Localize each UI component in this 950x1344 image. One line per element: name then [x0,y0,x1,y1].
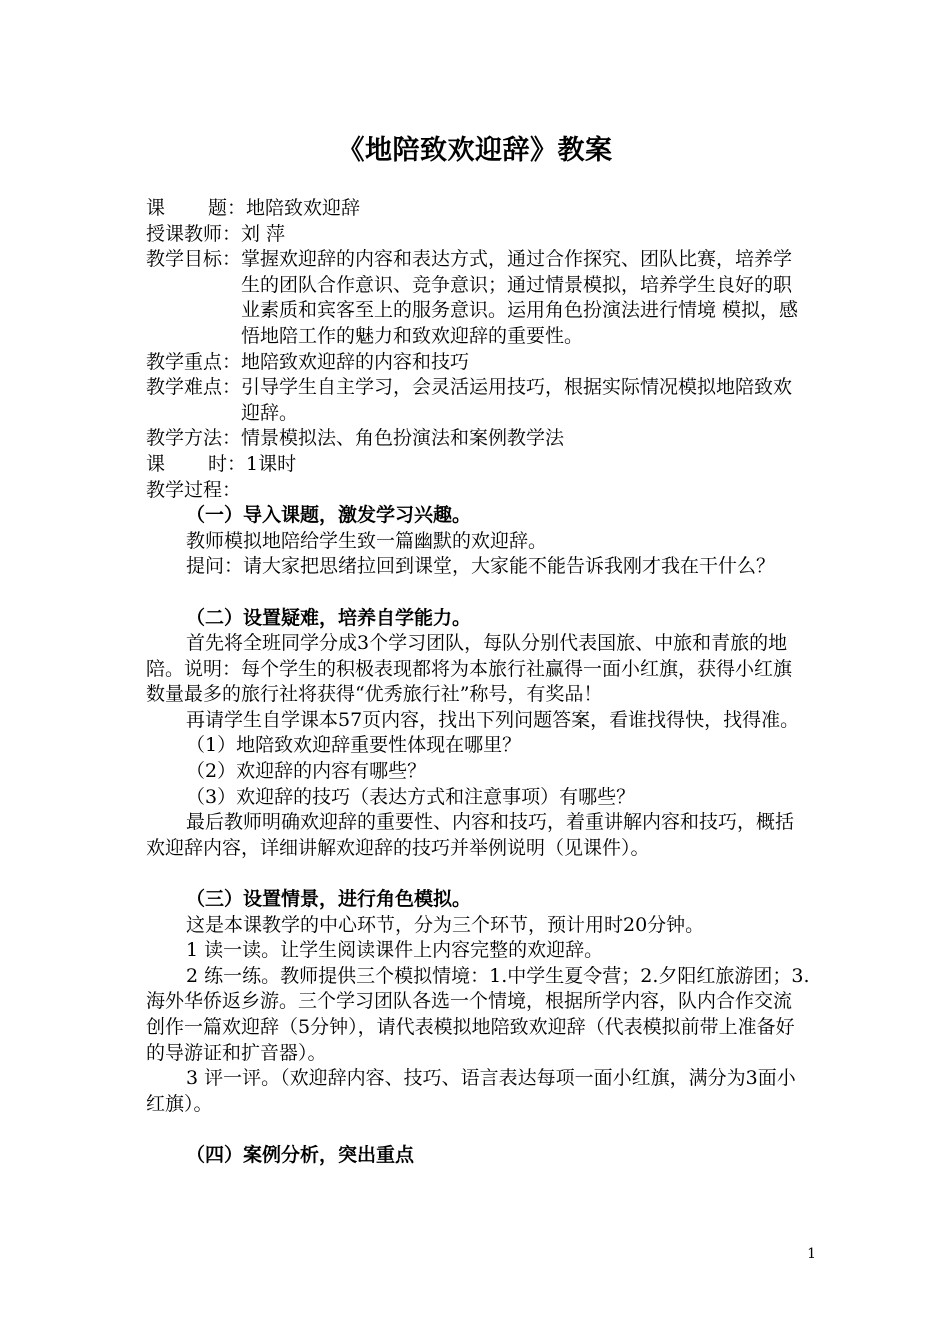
meta-label: 课 时： [146,452,246,475]
meta-value: 1课时 [246,452,297,475]
paragraph: 1 读一读。让学生阅读课件上内容完整的欢迎辞。 [186,939,604,962]
meta-label: 教学方法： [146,427,242,450]
meta-label: 授课教师： [146,222,242,245]
meta-value: 地陪致欢迎辞的内容和技巧 [241,350,470,373]
paragraph: 教师模拟地陪给学生致一篇幽默的欢迎辞。 [186,529,548,552]
section-heading: （四）案例分析，突出重点 [186,1143,415,1166]
meta-label: 教学目标： [146,248,242,271]
question-item: （3）欢迎辞的技巧（表达方式和注意事项）有哪些？ [186,785,636,808]
meta-teacher [146,222,810,248]
paragraph: 最后教师明确欢迎辞的重要性、内容和技巧，着重讲解内容和技巧，概括欢迎辞内容，详细讲解欢迎辞的技巧并举例说明（见课件）。 [146,811,795,859]
meta-label: 教学难点： [146,376,242,399]
meta-value: 地陪致欢迎辞 [246,197,361,219]
paragraph: 2 练一练。教师提供三个模拟情境：1.中学生夏令营；2.夕阳红旅游团；3.海外华侨返乡游。三个学习团队各选一个情境，根据所学内容，队内合作交流创作一篇欢迎辞（5分钟），请代表模拟地陪致欢迎辞（代表模拟前带上准备好的导游证和扩音器）。 [146,964,810,1064]
process-label: 教学过程： [146,478,242,501]
spacer [146,580,810,606]
spacer [146,861,810,887]
question-item: （1）地陪致欢迎辞重要性体现在哪里？ [186,734,522,757]
question-item: （2）欢迎辞的内容有哪些？ [186,760,427,783]
meta-goal [146,247,810,349]
section-heading: （一）导入课题，激发学习兴趣。 [186,504,472,527]
meta-difficulty [146,375,810,426]
paragraph: 首先将全班同学分成3个学习团队，每队分别代表国旅、中旅和青旅的地陪。说明：每个学生的积极表现都将为本旅行社赢得一面小红旗，获得小红旗数量最多的旅行社将获得“优秀旅行社”称号，有奖品！ [146,632,793,706]
section-heading: （三）设置情景，进行角色模拟。 [186,888,472,911]
meta-value: 引导学生自主学习，会灵活运用技巧，根据实际情况模拟地陪致欢迎辞。 [241,376,793,424]
paragraph: 3 评一评。（欢迎辞内容、技巧、语言表达每项一面小红旗，满分为3面小红旗）。 [146,1067,796,1115]
document-body [146,196,810,1169]
spacer [146,1117,810,1143]
paragraph: 提问：请大家把思绪拉回到课堂，大家能不能告诉我刚才我在干什么？ [186,555,776,578]
section-heading: （二）设置疑难，培养自学能力。 [186,606,472,629]
meta-key [146,350,810,376]
meta-method [146,426,810,452]
meta-value: 刘 萍 [241,222,286,245]
meta-value: 掌握欢迎辞的内容和表达方式，通过合作探究、团队比赛，培养学生的团队合作意识、竞争意识；通过情景模拟，培养学生良好的职业素质和宾客至上的服务意识。运用角色扮演法进行情境 模拟，感悟地陪工作的魅力和致欢迎辞的重要性。 [241,248,799,347]
meta-hours [146,452,810,478]
meta-label: 教学重点： [146,350,242,373]
paragraph: 再请学生自学课本57页内容，找出下列问题答案，看谁找得快，找得准。 [186,708,800,731]
meta-value: 情景模拟法、角色扮演法和案例教学法 [241,427,565,450]
meta-subject [146,196,810,222]
page-number: 1 [807,1246,816,1262]
meta-label: 课 题： [146,197,246,219]
document-title: 《地陪致欢迎辞》教案 [337,135,613,166]
paragraph: 这是本课教学的中心环节，分为三个环节，预计用时20分钟。 [186,913,705,936]
